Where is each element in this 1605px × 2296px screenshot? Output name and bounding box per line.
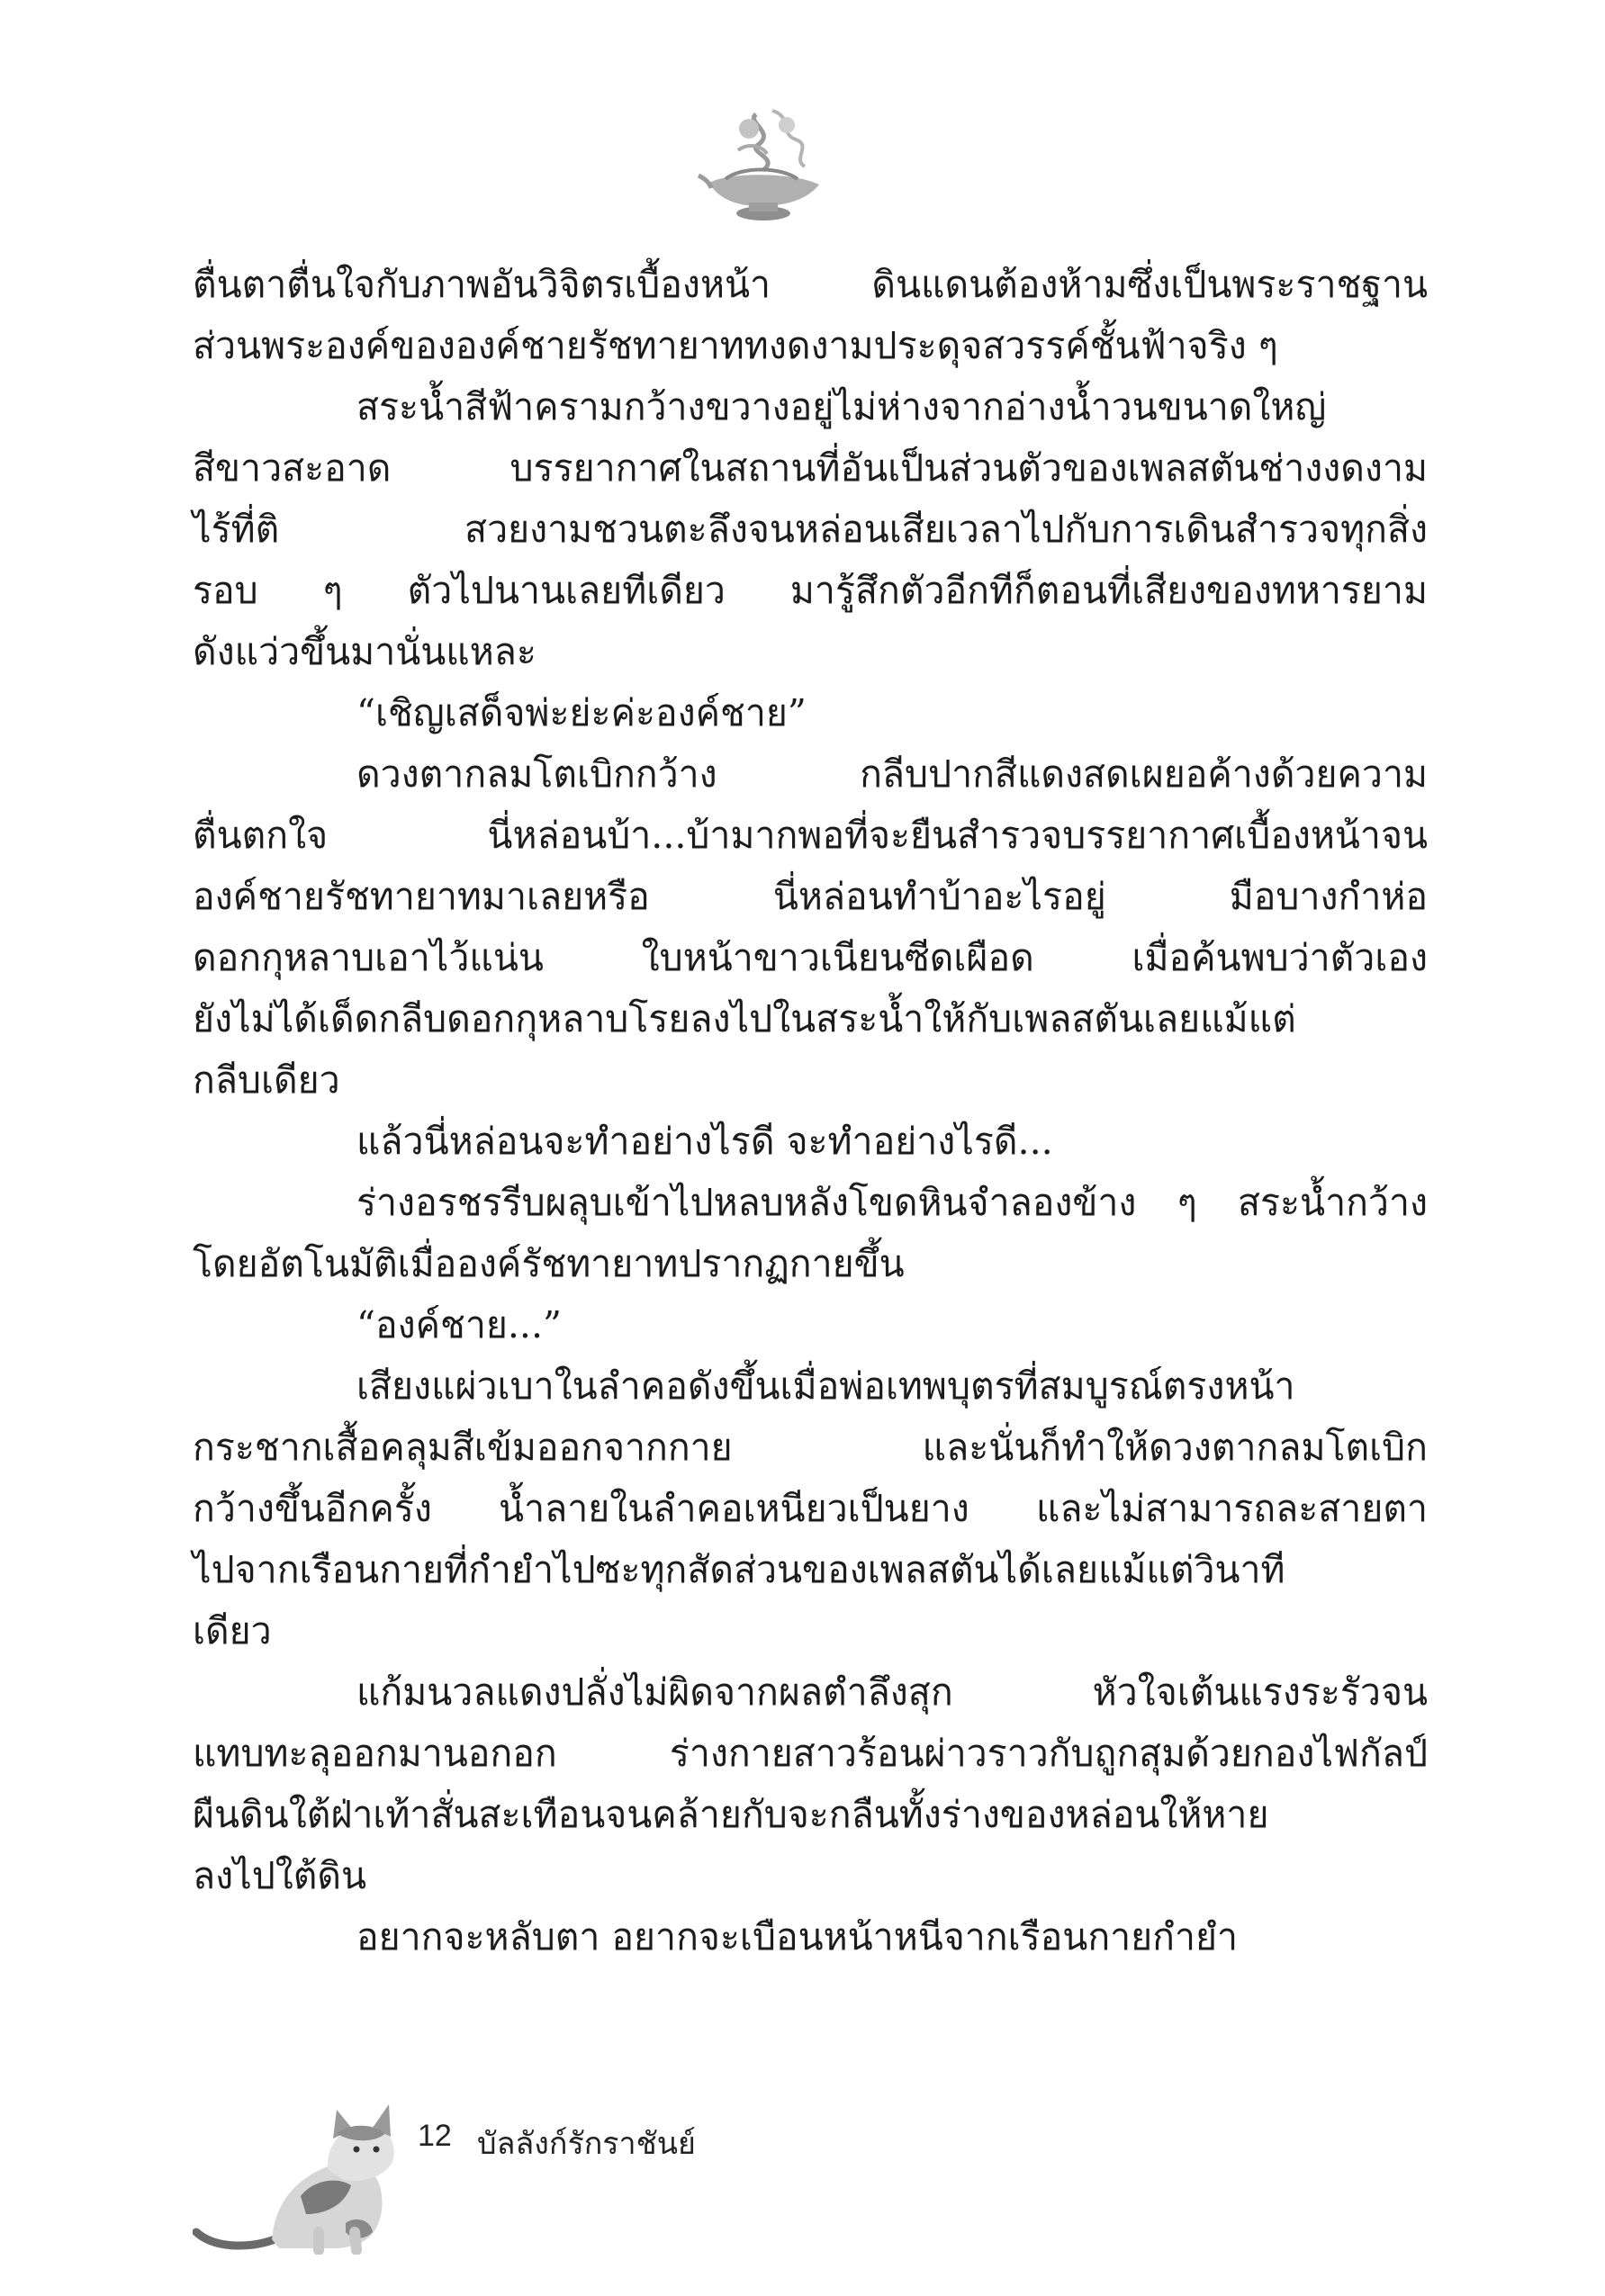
text-line: ดังแว่วขึ้นมานั่นแหละ [193, 630, 537, 673]
paragraph [193, 376, 1428, 682]
text-line: เสียงแผ่วเบาในลำคอดังขึ้นเมื่อพ่อเทพบุตรที่สมบูรณ์ตรงหน้า [356, 1364, 1295, 1408]
text-line: โดยอัตโนมัติเมื่อองค์รัชทายาทปรากฏกายขึ้น [193, 1242, 905, 1285]
text-line: ดอกกุหลาบเอาไว้แน่น ใบหน้าขาวเนียนซีดเผือด เมื่อค้นพบว่าตัวเอง [193, 936, 1428, 979]
paragraph [193, 682, 1428, 743]
text-line: ร่างอรชรรีบผลุบเข้าไปหลบหลังโขดหินจำลองข้าง ๆ สระน้ำกว้าง [356, 1181, 1428, 1224]
page-footer [193, 2079, 823, 2259]
text-line: ยังไม่ได้เด็ดกลีบดอกกุหลาบโรยลงไปในสระน้ำให้กับเพลสตันเลยแม้แต่ [193, 997, 1296, 1040]
text-line: อยากจะหลับตา อยากจะเบือนหน้าหนีจากเรือนกายกำยำ [356, 1915, 1239, 1958]
text-line: สระน้ำสีฟ้าครามกว้างขวางอยู่ไม่ห่างจากอ่างน้ำวนขนาดใหญ่ [356, 385, 1327, 428]
text-line: ส่วนพระองค์ขององค์ชายรัชทายาททงดงามประดุจสวรรค์ชั้นฟ้าจริง ๆ [193, 324, 1278, 367]
text-line: กลีบเดียว [193, 1058, 340, 1102]
text-line: “เชิญเสด็จพ่ะย่ะค่ะองค์ชาย” [356, 691, 807, 734]
paragraph [193, 1906, 1428, 1967]
text-line: สีขาวสะอาด บรรยากาศในสถานที่อันเป็นส่วนตัวของเพลสตันช่างงดงาม [193, 446, 1428, 490]
text-line: “องค์ชาย...” [356, 1303, 562, 1346]
text-line: แล้วนี่หล่อนจะทำอย่างไรดี จะทำอย่างไรดี... [356, 1120, 1053, 1163]
text-line: รอบ ๆ ตัวไปนานเลยทีเดียว มารู้สึกตัวอีกทีก็ตอนที่เสียงของทหารยาม [193, 569, 1428, 612]
text-line: ผืนดินใต้ฝ่าเท้าสั่นสะเทือนจนคล้ายกับจะกลืนทั้งร่างของหล่อนให้หาย [193, 1793, 1269, 1836]
text-line: ลงไปใต้ดิน [193, 1854, 367, 1897]
paragraph [193, 1111, 1428, 1172]
text-line: ตื่นตกใจ นี่หล่อนบ้า...บ้ามากพอที่จะยืนสำรวจบรรยากาศเบื้องหน้าจน [193, 814, 1428, 857]
text-line: เดียว [193, 1609, 272, 1652]
paragraph [193, 1355, 1428, 1661]
paragraph [193, 254, 1428, 376]
text-line: ดวงตากลมโตเบิกกว้าง กลีบปากสีแดงสดเผยอค้างด้วยความ [356, 752, 1428, 796]
body-text [193, 254, 1428, 1967]
page-number: 12 [418, 2119, 452, 2153]
paragraph [193, 743, 1428, 1111]
text-line: ตื่นตาตื่นใจกับภาพอันวิจิตรเบื้องหน้า ดินแดนต้องห้ามซึ่งเป็นพระราชฐาน [193, 263, 1428, 306]
text-line: กระชากเสื้อคลุมสีเข้มออกจากกาย และนั่นก็ทำให้ดวงตากลมโตเบิก [193, 1426, 1428, 1469]
genie-lamp-icon [693, 104, 828, 230]
sitting-cat-icon [193, 2097, 409, 2255]
paragraph [193, 1294, 1428, 1355]
text-line: ไร้ที่ติ สวยงามชวนตะลึงจนหล่อนเสียเวลาไปกับการเดินสำรวจทุกสิ่ง [193, 508, 1428, 551]
book-title: บัลลังก์รักราชันย์ [477, 2127, 696, 2161]
text-line: องค์ชายรัชทายาทมาเลยหรือ นี่หล่อนทำบ้าอะไรอยู่ มือบางกำห่อ [193, 875, 1428, 918]
paragraph [193, 1172, 1428, 1294]
text-line: ไปจากเรือนกายที่กำยำไปซะทุกสัดส่วนของเพลสตันได้เลยแม้แต่วินาที [193, 1548, 1285, 1591]
text-line: กว้างขึ้นอีกครั้ง น้ำลายในลำคอเหนียวเป็นยาง และไม่สามารถละสายตา [193, 1487, 1428, 1530]
text-line: แก้มนวลแดงปลั่งไม่ผิดจากผลตำลึงสุก หัวใจเต้นแรงระรัวจน [356, 1670, 1428, 1714]
paragraph [193, 1661, 1428, 1906]
text-line: แทบทะลุออกมานอกอก ร่างกายสาวร้อนผ่าวราวกับถูกสุมด้วยกองไฟกัลป์ [193, 1732, 1428, 1775]
